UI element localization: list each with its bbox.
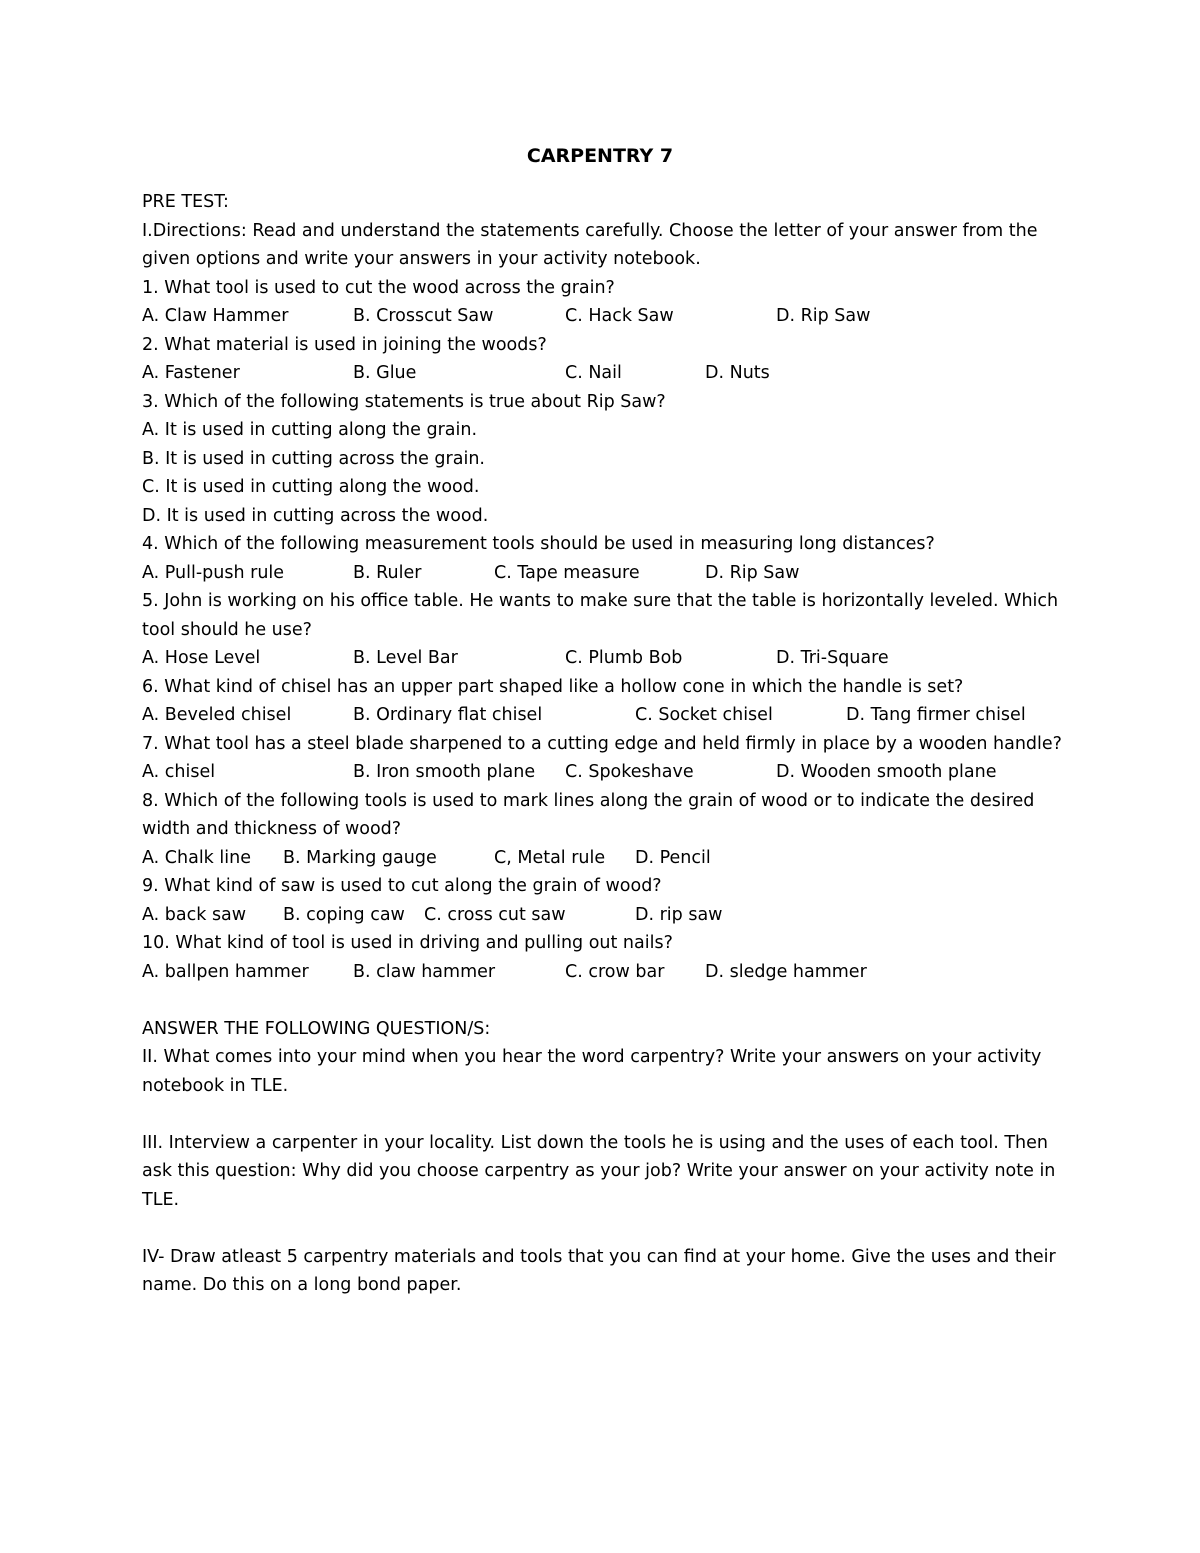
option-b: B. Iron smooth plane: [353, 762, 536, 782]
part-2-text: II. What comes into your mind when you hear the word carpentry? Write your answers on your activity notebook in TLE.: [142, 1047, 1042, 1096]
option-b: B. It is used in cutting across the grain.: [142, 448, 485, 469]
question-7-options: [142, 758, 1062, 787]
option-d: D. Tang firmer chisel: [846, 705, 1026, 725]
option-a: A. Pull-push rule: [142, 562, 285, 583]
question-3: 3. Which of the following statements is true about Rip Saw?: [142, 391, 666, 412]
option-b: B. claw hammer: [353, 961, 496, 982]
question-8: 8. Which of the following tools is used to mark lines along the grain of wood or to indicate the desired width and thickness of wood?: [142, 790, 1035, 839]
option-c: C. crow bar: [565, 961, 665, 982]
option-b: B. Ruler: [353, 562, 422, 583]
question-9: 9. What kind of saw is used to cut along the grain of wood?: [142, 876, 662, 896]
spacer: [142, 986, 1062, 1015]
option-a: A. It is used in cutting along the grain.: [142, 420, 478, 440]
option-d: D. Pencil: [635, 847, 711, 868]
document-body: [142, 188, 1062, 1300]
option-b: B. coping caw: [283, 904, 405, 925]
option-c: C. Socket chisel: [635, 705, 773, 725]
question-7: 7. What tool has a steel blade sharpened to a cutting edge and held firmly in place by a wooden handle?: [142, 733, 1062, 754]
option-d: D. Rip Saw: [705, 562, 800, 583]
question-1: 1. What tool is used to cut the wood across the grain?: [142, 277, 615, 298]
option-d: D. Tri-Square: [776, 648, 889, 668]
question-10-options: [142, 958, 1062, 987]
directions-text: I.Directions: Read and understand the statements carefully. Choose the letter of your answer from the given options and write your answers in your activity notebook.: [142, 220, 1038, 269]
option-d: D. Nuts: [705, 363, 770, 383]
option-c: C. cross cut saw: [424, 904, 566, 925]
pretest-label: PRE TEST:: [142, 192, 229, 212]
part-4-text: IV- Draw atleast 5 carpentry materials and tools that you can find at your home. Give the uses and their name. Do this on a long bond paper.: [142, 1246, 1056, 1295]
part-3-text: III. Interview a carpenter in your locality. List down the tools he is using and the uses of each tool. Then ask this question: Why did you choose carpentry as your job? Write your answer on your activity note in TLE.: [142, 1132, 1056, 1210]
option-a: A. back saw: [142, 904, 247, 925]
option-b: B. Glue: [353, 363, 417, 383]
option-a: A. ballpen hammer: [142, 961, 309, 982]
option-a: A. chisel: [142, 762, 216, 782]
option-a: A. Beveled chisel: [142, 705, 292, 725]
question-5: 5. John is working on his office table. He wants to make sure that the table is horizontally leveled. Which tool should he use?: [142, 591, 1059, 640]
option-d: D. It is used in cutting across the wood.: [142, 505, 489, 526]
question-4-options: [142, 559, 1062, 588]
option-a: A. Claw Hammer: [142, 306, 289, 326]
option-b: B. Ordinary flat chisel: [353, 705, 543, 725]
spacer: [142, 1214, 1062, 1243]
option-c: C. Nail: [565, 363, 622, 383]
question-2: 2. What material is used in joining the woods?: [142, 334, 547, 355]
option-c: C. Spokeshave: [565, 762, 694, 782]
question-2-options: [142, 359, 1062, 388]
option-d: D. rip saw: [635, 904, 723, 925]
option-c: C. Plumb Bob: [565, 648, 683, 668]
option-c: C. It is used in cutting along the wood.: [142, 477, 480, 497]
question-10: 10. What kind of tool is used in driving and pulling out nails?: [142, 933, 673, 953]
option-a: A. Hose Level: [142, 648, 261, 668]
option-b: B. Crosscut Saw: [353, 306, 494, 326]
question-9-options: [142, 901, 1062, 930]
question-4: 4. Which of the following measurement tools should be used in measuring long distances?: [142, 534, 935, 554]
spacer: [142, 1100, 1062, 1129]
question-1-options: [142, 302, 1062, 331]
question-8-options: [142, 844, 1062, 873]
option-a: A. Chalk line: [142, 847, 251, 868]
question-5-options: [142, 644, 1062, 673]
option-c: C. Tape measure: [494, 562, 640, 583]
option-b: B. Marking gauge: [283, 847, 437, 868]
page-title: CARPENTRY 7: [526, 145, 674, 167]
option-d: D. Rip Saw: [776, 306, 871, 326]
option-d: D. sledge hammer: [705, 961, 867, 982]
option-c: C. Hack Saw: [565, 306, 674, 326]
option-a: A. Fastener: [142, 363, 240, 383]
question-6-options: [142, 701, 1062, 730]
option-b: B. Level Bar: [353, 648, 458, 668]
answer-heading: ANSWER THE FOLLOWING QUESTION/S:: [142, 1018, 491, 1039]
option-c: C, Metal rule: [494, 847, 606, 868]
question-6: 6. What kind of chisel has an upper part shaped like a hollow cone in which the handle is set?: [142, 676, 964, 697]
option-d: D. Wooden smooth plane: [776, 762, 997, 782]
